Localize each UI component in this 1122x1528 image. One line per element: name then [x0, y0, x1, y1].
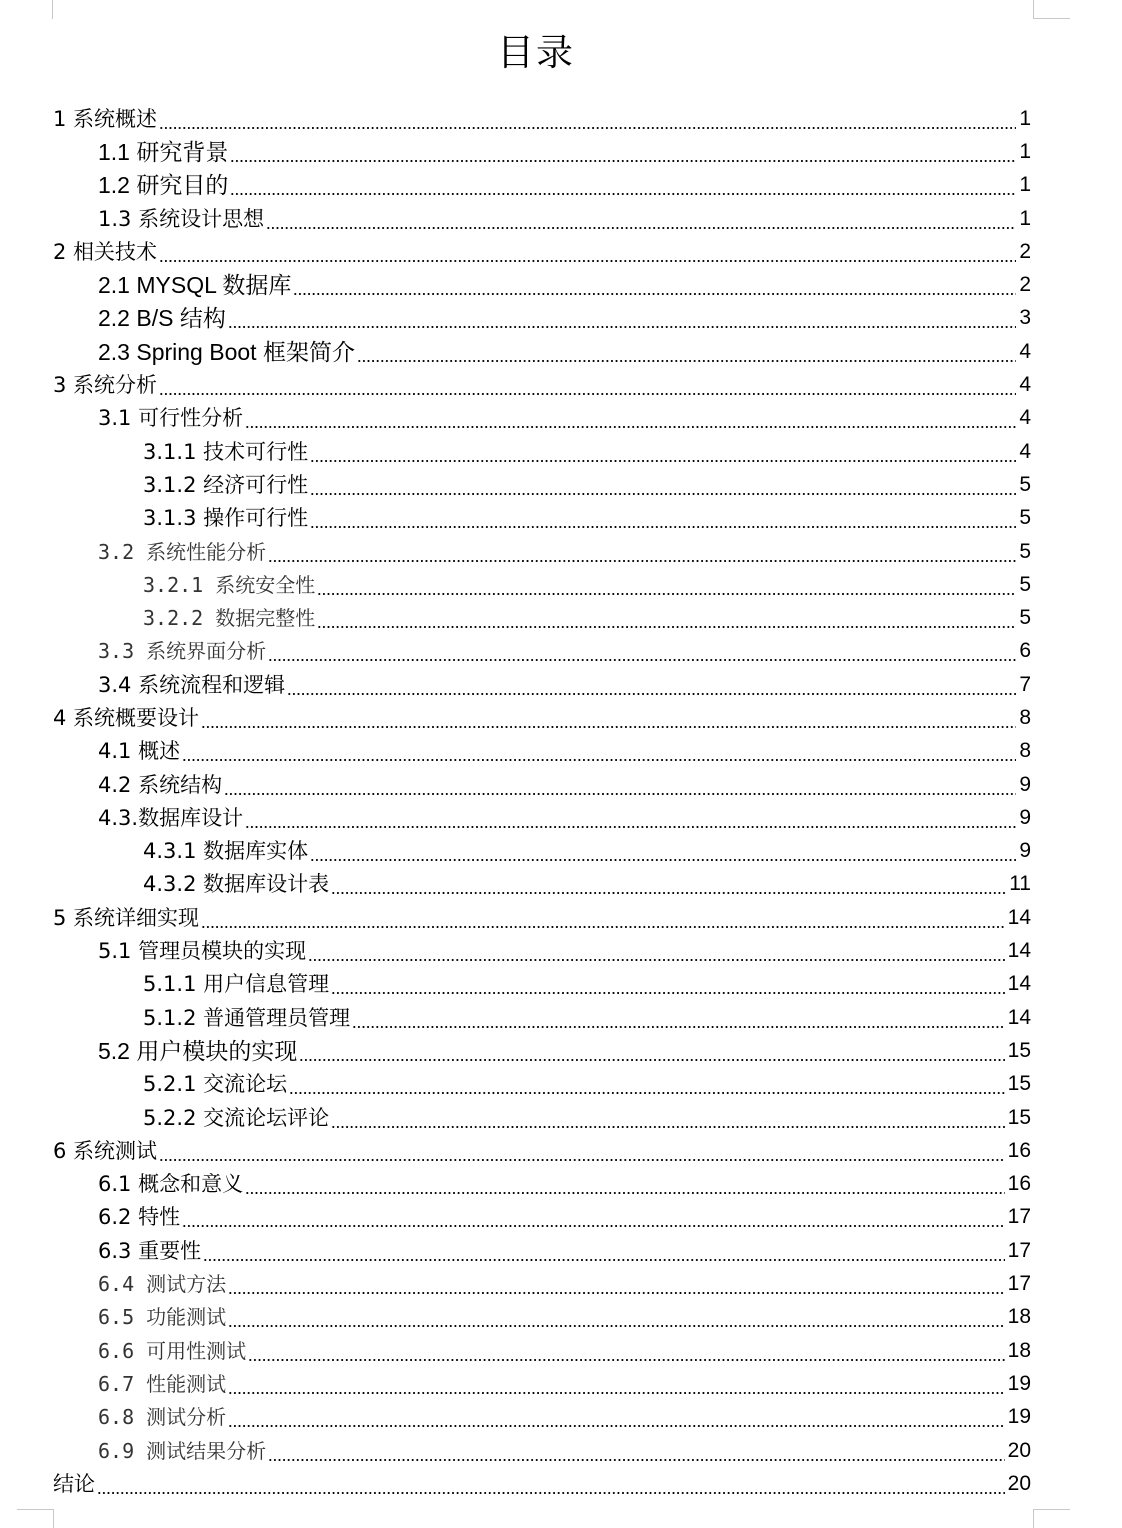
toc-dot-leader — [248, 1340, 1004, 1362]
page-corner-mark-bottom-right — [1033, 1509, 1070, 1528]
toc-dot-leader — [203, 1240, 1005, 1262]
page-corner-mark-top-right — [1033, 0, 1070, 19]
toc-entry-label[interactable]: 4 系统概要设计 — [53, 705, 200, 730]
toc-entry-label[interactable]: 6.8 测试分析 — [98, 1405, 227, 1430]
toc-entry-label[interactable]: 1 系统概述 — [53, 106, 158, 131]
toc-entry[interactable] — [0, 1168, 1122, 1201]
toc-entry[interactable] — [0, 835, 1122, 868]
toc-entry-label[interactable]: 6.5 功能测试 — [98, 1305, 227, 1330]
toc-entry[interactable] — [0, 1101, 1122, 1134]
toc-entry-page-number[interactable]: 1 — [1019, 206, 1031, 230]
toc-entry-page-number[interactable]: 4 — [1019, 339, 1031, 363]
toc-entry-label[interactable]: 6.6 可用性测试 — [98, 1338, 247, 1363]
toc-entry-label[interactable]: 3 系统分析 — [53, 373, 158, 398]
toc-entry[interactable] — [0, 302, 1122, 335]
toc-entry-label[interactable]: 4.3.2 数据库设计表 — [143, 872, 330, 897]
toc-dot-leader — [357, 341, 1016, 363]
toc-entry-page-number[interactable]: 14 — [1007, 905, 1031, 929]
toc-dot-leader — [228, 1273, 1004, 1295]
toc-entry[interactable] — [0, 801, 1122, 834]
toc-entry-page-number[interactable]: 17 — [1007, 1272, 1031, 1296]
toc-entry-label[interactable]: 5.2.2 交流论坛评论 — [143, 1105, 330, 1130]
toc-entry-label[interactable]: 2.3 Spring Boot 框架简介 — [98, 338, 355, 365]
toc-entry-label[interactable]: 4.1 概述 — [98, 739, 181, 764]
toc-dot-leader — [331, 1107, 1005, 1129]
toc-entry-page-number[interactable]: 14 — [1007, 1005, 1031, 1029]
toc-dot-leader — [310, 441, 1016, 463]
toc-dot-leader — [268, 541, 1016, 563]
toc-entry[interactable] — [0, 535, 1122, 568]
toc-dot-leader — [245, 1173, 1005, 1195]
toc-entry-page-number[interactable]: 4 — [1019, 373, 1031, 397]
toc-entry[interactable] — [0, 435, 1122, 468]
toc-entry-label[interactable]: 3.1 可行性分析 — [98, 406, 244, 431]
toc-entry-label[interactable]: 5 系统详细实现 — [53, 905, 200, 930]
toc-dot-leader — [289, 1073, 1005, 1095]
toc-entry-label[interactable]: 3.2.1 系统安全性 — [143, 572, 316, 597]
toc-entry-page-number[interactable]: 4 — [1019, 406, 1031, 430]
toc-dot-leader — [97, 1473, 1005, 1495]
toc-dot-leader — [268, 1440, 1004, 1462]
toc-entry-page-number[interactable]: 8 — [1019, 705, 1031, 729]
toc-entry[interactable] — [0, 268, 1122, 301]
toc-entry-label[interactable]: 6.4 测试方法 — [98, 1272, 227, 1297]
toc-dot-leader — [228, 307, 1016, 329]
toc-entry[interactable] — [0, 601, 1122, 634]
toc-entry-label[interactable]: 4.3.数据库设计 — [98, 805, 244, 830]
toc-entry-label[interactable]: 结论 — [53, 1471, 95, 1496]
toc-entry[interactable] — [0, 1467, 1122, 1500]
toc-entry-page-number[interactable]: 8 — [1019, 739, 1031, 763]
toc-entry-page-number[interactable]: 16 — [1007, 1172, 1031, 1196]
toc-entry-page-number[interactable]: 14 — [1007, 939, 1031, 963]
toc-entry[interactable] — [0, 402, 1122, 435]
toc-dot-leader — [228, 1373, 1004, 1395]
toc-entry-label[interactable]: 3.4 系统流程和逻辑 — [98, 672, 286, 697]
toc-entry[interactable] — [0, 701, 1122, 734]
toc-entry-page-number[interactable]: 5 — [1019, 506, 1031, 530]
toc-entry[interactable] — [0, 735, 1122, 768]
toc-entry[interactable] — [0, 169, 1122, 202]
toc-entry[interactable] — [0, 934, 1122, 967]
toc-dot-leader — [224, 774, 1016, 796]
toc-entry[interactable] — [0, 1201, 1122, 1234]
toc-entry-label[interactable]: 5.1.2 普通管理员管理 — [143, 1005, 351, 1030]
toc-entry-label[interactable]: 2 相关技术 — [53, 239, 158, 264]
toc-entry-label[interactable]: 3.3 系统界面分析 — [98, 639, 267, 664]
toc-entry-page-number[interactable]: 4 — [1019, 439, 1031, 463]
toc-entry-label[interactable]: 5.1.1 用户信息管理 — [143, 972, 330, 997]
toc-entry-label[interactable]: 6 系统测试 — [53, 1138, 158, 1163]
toc-entry[interactable] — [0, 102, 1122, 135]
toc-entry[interactable] — [0, 1034, 1122, 1067]
toc-entry-page-number[interactable]: 1 — [1019, 139, 1031, 163]
toc-dot-leader — [308, 940, 1005, 962]
toc-entry-label[interactable]: 3.2.2 数据完整性 — [143, 606, 316, 631]
toc-dot-leader — [268, 640, 1016, 662]
toc-entry[interactable] — [0, 1134, 1122, 1167]
toc-entry[interactable] — [0, 1367, 1122, 1400]
toc-entry-label[interactable]: 1.2 研究目的 — [98, 172, 229, 199]
toc-entry[interactable] — [0, 235, 1122, 268]
toc-dot-leader — [287, 674, 1016, 696]
toc-entry-page-number[interactable]: 14 — [1007, 972, 1031, 996]
toc-entry-page-number[interactable]: 11 — [1009, 872, 1031, 896]
toc-entry-page-number[interactable]: 5 — [1019, 472, 1031, 496]
toc-dot-leader — [159, 241, 1016, 263]
toc-entry[interactable] — [0, 1434, 1122, 1467]
page-corner-mark-bottom-left — [17, 1509, 54, 1528]
toc-entry-page-number[interactable]: 3 — [1019, 306, 1031, 330]
toc-entry[interactable] — [0, 202, 1122, 235]
toc-entry-label[interactable]: 1.1 研究背景 — [98, 138, 229, 165]
toc-entry[interactable] — [0, 335, 1122, 368]
toc-dot-leader — [293, 274, 1016, 296]
toc-dot-leader — [230, 174, 1016, 196]
toc-dot-leader — [317, 607, 1016, 629]
toc-entry[interactable] — [0, 502, 1122, 535]
toc-entry[interactable] — [0, 668, 1122, 701]
toc-entry-label[interactable]: 4.3.1 数据库实体 — [143, 839, 309, 864]
toc-dot-leader — [159, 1140, 1005, 1162]
toc-entry[interactable] — [0, 135, 1122, 168]
toc-entry[interactable] — [0, 968, 1122, 1001]
toc-dot-leader — [228, 1406, 1004, 1428]
toc-dot-leader — [266, 208, 1016, 230]
toc-dot-leader — [230, 141, 1016, 163]
toc-entry[interactable] — [0, 1001, 1122, 1034]
toc-dot-leader — [331, 973, 1005, 995]
toc-entry-label[interactable]: 6.2 特性 — [98, 1205, 181, 1230]
toc-entry-page-number[interactable]: 15 — [1007, 1072, 1031, 1096]
toc-entry-page-number[interactable]: 15 — [1007, 1038, 1031, 1062]
toc-entry-label[interactable]: 1.3 系统设计思想 — [98, 206, 265, 231]
toc-entry-page-number[interactable]: 9 — [1019, 772, 1031, 796]
toc-entry-label[interactable]: 5.1 管理员模块的实现 — [98, 939, 307, 964]
toc-dot-leader — [317, 574, 1016, 596]
toc-entry[interactable] — [0, 635, 1122, 668]
toc-entry[interactable] — [0, 1267, 1122, 1300]
toc-dot-leader — [245, 807, 1016, 829]
toc-entry-label[interactable]: 3.1.3 操作可行性 — [143, 506, 309, 531]
toc-dot-leader — [182, 1206, 1005, 1228]
toc-dot-leader — [201, 907, 1005, 929]
toc-dot-leader — [331, 873, 1006, 895]
toc-entry[interactable] — [0, 768, 1122, 801]
toc-entry-page-number[interactable]: 7 — [1019, 672, 1031, 696]
toc-entry-page-number[interactable]: 17 — [1007, 1205, 1031, 1229]
toc-dot-leader — [159, 108, 1016, 130]
toc-entry-page-number[interactable]: 5 — [1019, 572, 1031, 596]
toc-entry-page-number[interactable]: 1 — [1019, 173, 1031, 197]
toc-title: 目录 — [497, 31, 575, 74]
toc-dot-leader — [310, 507, 1016, 529]
toc-entry-page-number[interactable]: 5 — [1019, 606, 1031, 630]
toc-entry-page-number[interactable]: 2 — [1019, 239, 1031, 263]
toc-entry-page-number[interactable]: 9 — [1019, 805, 1031, 829]
toc-entry[interactable] — [0, 1234, 1122, 1267]
toc-entry-label[interactable]: 3.2 系统性能分析 — [98, 539, 267, 564]
toc-entry-label[interactable]: 3.1.1 技术可行性 — [143, 439, 309, 464]
toc-entry[interactable] — [0, 568, 1122, 601]
toc-entry[interactable] — [0, 1301, 1122, 1334]
toc-entry-label[interactable]: 5.2.1 交流论坛 — [143, 1072, 288, 1097]
toc-entry[interactable] — [0, 1401, 1122, 1434]
toc-entry-page-number[interactable]: 17 — [1007, 1238, 1031, 1262]
toc-entry-page-number[interactable]: 15 — [1007, 1105, 1031, 1129]
toc-entry-page-number[interactable]: 16 — [1007, 1138, 1031, 1162]
toc-entry-label[interactable]: 2.2 B/S 结构 — [98, 305, 226, 332]
toc-entry-page-number[interactable]: 18 — [1007, 1305, 1031, 1329]
toc-entry[interactable] — [0, 1334, 1122, 1367]
toc-dot-leader — [299, 1040, 1004, 1062]
toc-entry-page-number[interactable]: 19 — [1007, 1371, 1031, 1395]
page-corner-mark-top-left — [52, 0, 53, 19]
toc-entry-page-number[interactable]: 6 — [1019, 639, 1031, 663]
toc-entry-page-number[interactable]: 5 — [1019, 539, 1031, 563]
toc-entry[interactable] — [0, 1068, 1122, 1101]
toc-entry-label[interactable]: 6.7 性能测试 — [98, 1371, 227, 1396]
toc-dot-leader — [310, 840, 1016, 862]
toc-dot-leader — [159, 374, 1016, 396]
toc-dot-leader — [310, 474, 1016, 496]
toc-dot-leader — [352, 1007, 1005, 1029]
toc-entry-page-number[interactable]: 9 — [1019, 839, 1031, 863]
toc-dot-leader — [201, 707, 1016, 729]
table-of-contents — [0, 102, 1122, 1500]
toc-dot-leader — [245, 407, 1016, 429]
toc-dot-leader — [228, 1306, 1004, 1328]
toc-entry-page-number[interactable]: 2 — [1019, 273, 1031, 297]
toc-dot-leader — [182, 740, 1016, 762]
toc-entry-label[interactable]: 4.2 系统结构 — [98, 772, 223, 797]
toc-entry-page-number[interactable]: 20 — [1007, 1438, 1031, 1462]
toc-entry[interactable] — [0, 368, 1122, 401]
toc-entry[interactable] — [0, 901, 1122, 934]
toc-entry-label[interactable]: 5.2 用户模块的实现 — [98, 1037, 298, 1064]
toc-entry-label[interactable]: 6.3 重要性 — [98, 1238, 202, 1263]
toc-entry-label[interactable]: 6.1 概念和意义 — [98, 1172, 244, 1197]
toc-entry[interactable] — [0, 468, 1122, 501]
toc-entry-page-number[interactable]: 19 — [1007, 1405, 1031, 1429]
toc-entry[interactable] — [0, 868, 1122, 901]
toc-entry-page-number[interactable]: 18 — [1007, 1338, 1031, 1362]
toc-entry-label[interactable]: 2.1 MYSQL 数据库 — [98, 272, 292, 299]
toc-entry-label[interactable]: 6.9 测试结果分析 — [98, 1438, 267, 1463]
toc-entry-label[interactable]: 3.1.2 经济可行性 — [143, 472, 309, 497]
toc-entry-page-number[interactable]: 20 — [1007, 1471, 1031, 1495]
toc-entry-page-number[interactable]: 1 — [1019, 106, 1031, 130]
